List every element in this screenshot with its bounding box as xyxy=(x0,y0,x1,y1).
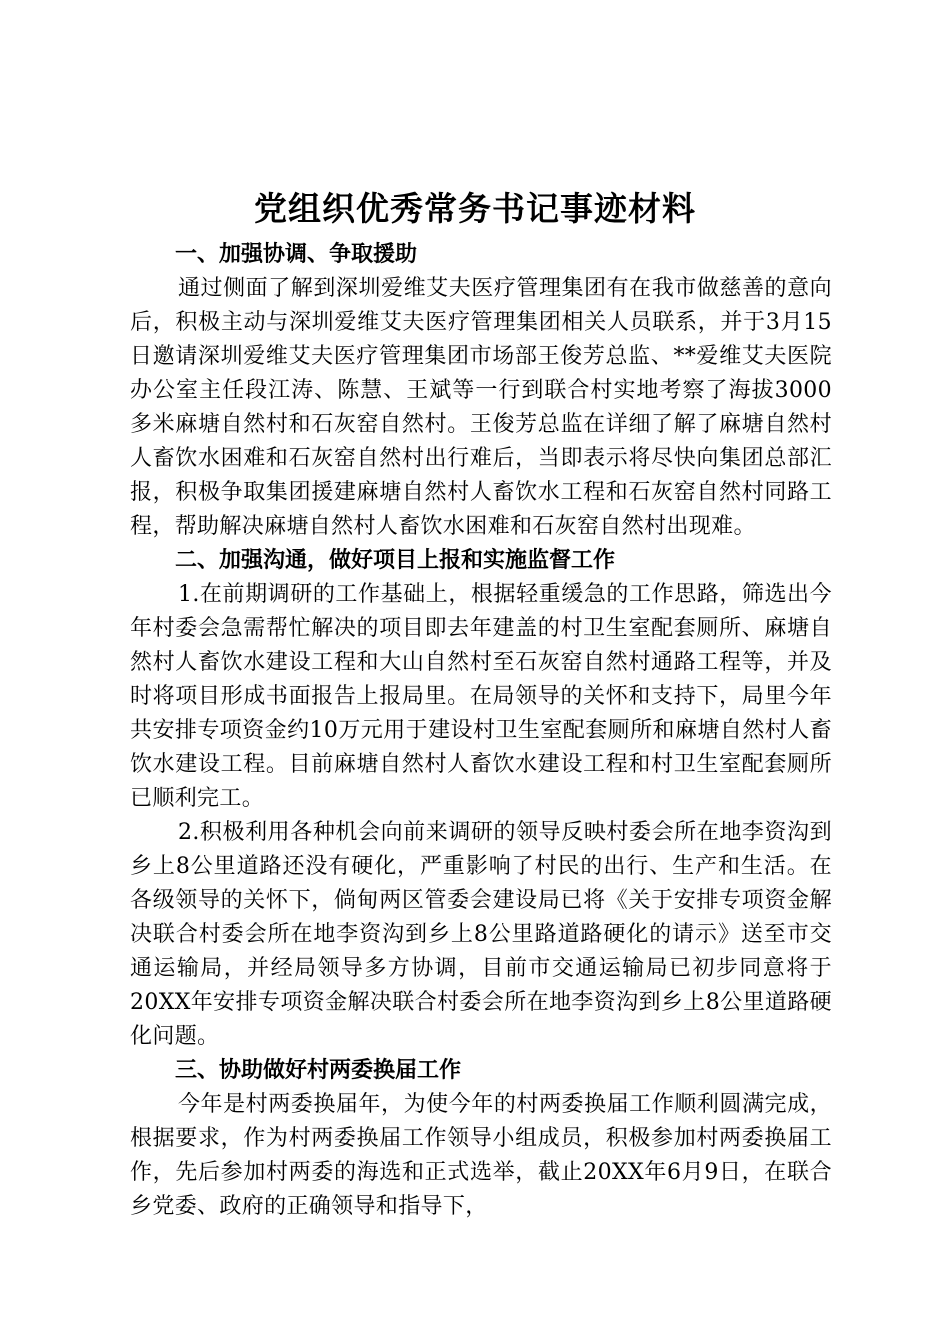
document-body xyxy=(130,238,832,1224)
section-heading-3: 三、协助做好村两委换届工作 xyxy=(175,1058,462,1083)
document-title: 党组织优秀常务书记事迹材料 xyxy=(254,189,696,228)
section-1-paragraph-1: 通过侧面了解到深圳爱维艾夫医疗管理集团有在我市做慈善的意向后，积极主动与深圳爱维艾夫医疗管理集团相关人员联系，并于3月15日邀请深圳爱维艾夫医疗管理集团市场部王俊芳总监、**爱维艾夫医院办公室主任段江涛、陈慧、王斌等一行到联合村实地考察了海拔3000多米麻塘自然村和石灰窑自然村。王俊芳总监在详细了解了麻塘自然村人畜饮水困难和石灰窑自然村出行难后，当即表示将尽快向集团总部汇报，积极争取集团援建麻塘自然村人畜饮水工程和石灰窑自然村同路工程，帮助解决麻塘自然村人畜饮水困难和石灰窑自然村出现难。 xyxy=(130,276,832,539)
section-heading-2: 二、加强沟通，做好项目上报和实施监督工作 xyxy=(175,548,616,573)
section-3-paragraph-1: 今年是村两委换届年，为使今年的村两委换届工作顺利圆满完成，根据要求，作为村两委换届工作领导小组成员，积极参加村两委换届工作，先后参加村两委的海选和正式选举，截止20XX年6月9日，在联合乡党委、政府的正确领导和指导下， xyxy=(130,1092,832,1219)
section-2-paragraph-1: 1.在前期调研的工作基础上，根据轻重缓急的工作思路，筛选出今年村委会急需帮忙解决的项目即去年建盖的村卫生室配套厕所、麻塘自然村人畜饮水建设工程和大山自然村至石灰窑自然村通路工程等，并及时将项目形成书面报告上报局里。在局领导的关怀和支持下，局里今年共安排专项资金约10万元用于建设村卫生室配套厕所和麻塘自然村人畜饮水建设工程。目前麻塘自然村人畜饮水建设工程和村卫生室配套厕所已顺利完工。 xyxy=(130,582,832,811)
section-heading-1: 一、加强协调、争取援助 xyxy=(175,242,418,267)
section-2-paragraph-2: 2.积极利用各种机会向前来调研的领导反映村委会所在地李资沟到乡上8公里道路还没有硬化，严重影响了村民的出行、生产和生活。在各级领导的关怀下，倘甸两区管委会建设局已将《关于安排专项资金解决联合村委会所在地李资沟到乡上8公里路道路硬化的请示》送至市交通运输局，并经局领导多方协调，目前市交通运输局已初步同意将于20XX年安排专项资金解决联合村委会所在地李资沟到乡上8公里道路硬化问题。 xyxy=(130,820,832,1049)
